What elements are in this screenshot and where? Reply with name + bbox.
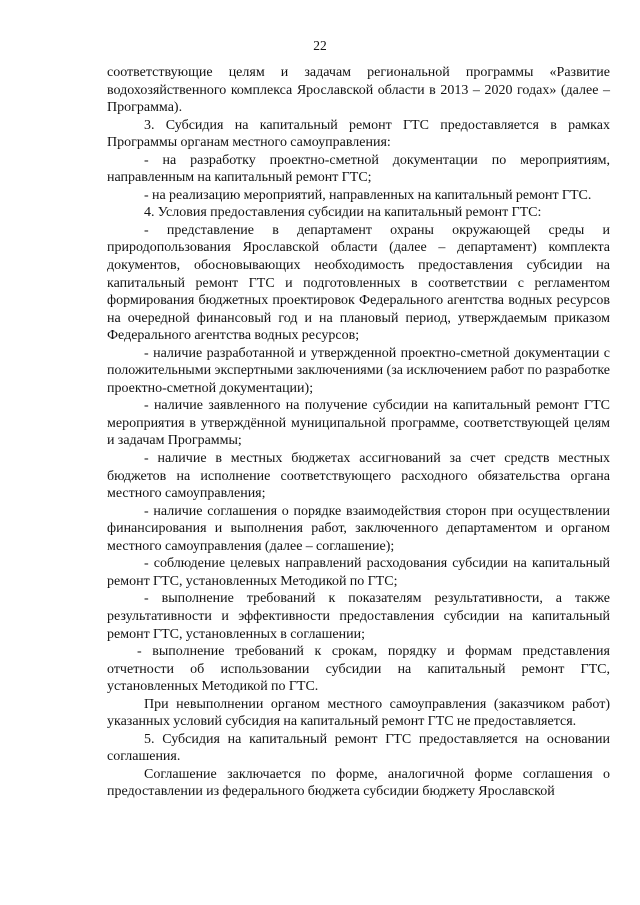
list-item-document-submission: - представление в департамент охраны окружающей среды и природопользования Ярославской области (далее – департамент) комплекта документов, обосновывающих необходимость предоставления субсидии на капитальный ремонт ГТС и подготовленных в соответствии с регламентом формирования бюджетных проектировок Федерального агентства водных ресурсов на очередной финансовый год и на плановый период, утверждаемым приказом Федерального агентства водных ресурсов; — [107, 222, 610, 344]
list-item-approved-documentation: - наличие разработанной и утвержденной проектно-сметной документации с положительными экспертными заключениями (за исключением работ по разработке проектно-сметной документации); — [107, 345, 610, 396]
page-number: 22 — [313, 38, 327, 53]
paragraph-non-compliance: При невыполнении органом местного самоуправления (заказчиком работ) указанных условий субсидия на капитальный ремонт ГТС не предоставляется. — [107, 696, 610, 730]
paragraph-clause-3: 3. Субсидия на капитальный ремонт ГТС предоставляется в рамках Программы органам местного самоуправления: — [107, 117, 610, 151]
list-item-performance-indicators: - выполнение требований к показателям результативности, а также результативности и эффективности предоставления субсидии на капитальный ремонт ГТС, установленных в соглашении; — [107, 591, 610, 642]
list-item-design-documentation: - на разработку проектно-сметной документации по мероприятиям, направленным на капитальный ремонт ГТС; — [107, 152, 610, 186]
paragraph-clause-4: 4. Условия предоставления субсидии на капитальный ремонт ГТС: — [144, 205, 542, 221]
paragraph-clause-5: 5. Субсидия на капитальный ремонт ГТС предоставляется на основании соглашения. — [107, 731, 610, 765]
list-item-reporting: - выполнение требований к срокам, порядку и формам представления отчетности об использовании субсидии на капитальный ремонт ГТС, установленных Методикой по ГТС. — [107, 644, 610, 695]
list-item-agreement: - наличие соглашения о порядке взаимодействия сторон при осуществлении финансирования и выполнения работ, заключенного департаментом и органом местного самоуправления (далее – соглашение); — [107, 503, 610, 554]
list-item-target-use: - соблюдение целевых направлений расходования субсидии на капитальный ремонт ГТС, установленных Методикой по ГТС; — [107, 556, 610, 589]
document-body — [107, 64, 610, 801]
list-item-implementation: - на реализацию мероприятий, направленных на капитальный ремонт ГТС. — [144, 187, 592, 203]
paragraph-agreement-form: Соглашение заключается по форме, аналогичной форме соглашения о предоставлении из федерального бюджета субсидии бюджету Ярославской — [107, 766, 610, 800]
paragraph-program-reference: соответствующие целям и задачам региональной программы «Развитие водохозяйственного комплекса Ярославской области в 2013 – 2020 годах» (далее – Программа). — [107, 65, 610, 116]
list-item-municipal-program: - наличие заявленного на получение субсидии на капитальный ремонт ГТС мероприятия в утверждённой муниципальной программе, соответствующей целям и задачам Программы; — [107, 398, 610, 449]
list-item-local-budget: - наличие в местных бюджетах ассигнований за счет средств местных бюджетов на исполнение соответствующего расходного обязательства органа местного самоуправления; — [107, 451, 610, 502]
